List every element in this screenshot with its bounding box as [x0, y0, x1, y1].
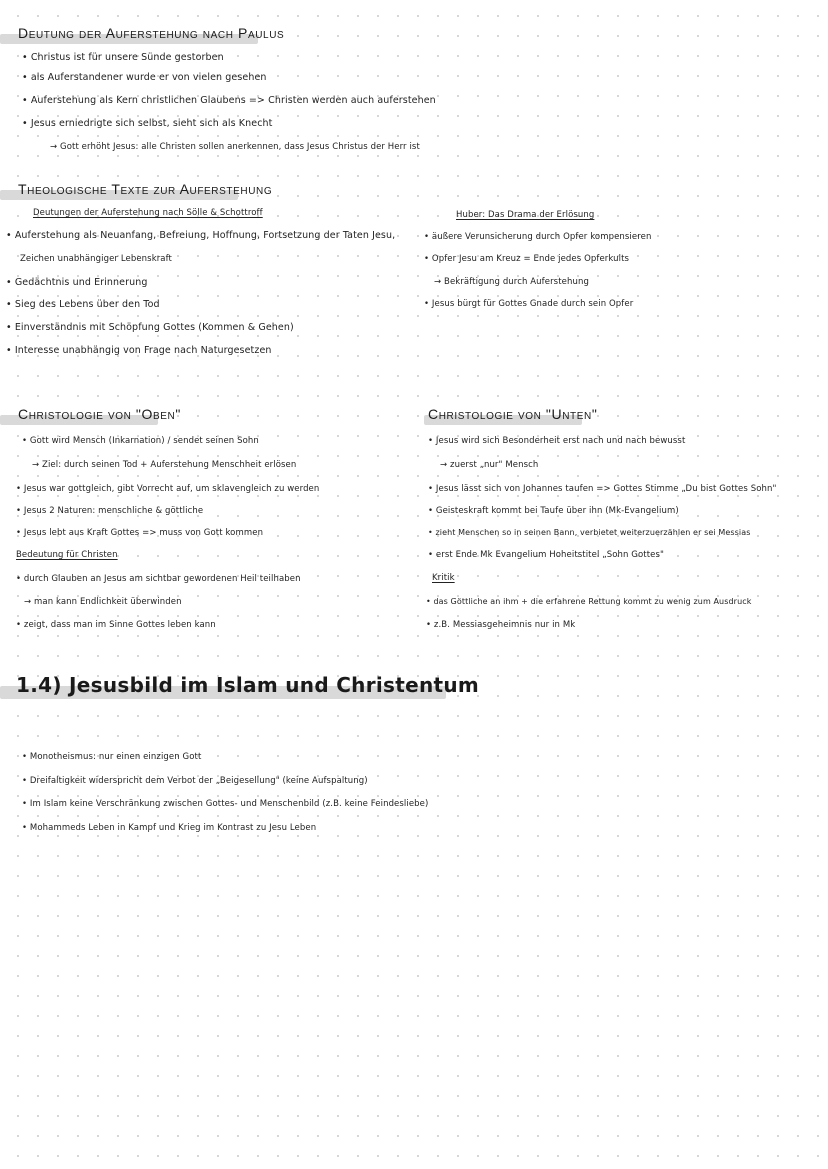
list-item: • Jesus war gottgleich, gibt Vorrecht auf, um sklavengleich zu werden: [16, 484, 320, 494]
list-item: • erst Ende Mk Evangelium Hoheitstitel „Sohn Gottes": [428, 550, 665, 560]
list-item: • das Göttliche an ihm + die erfahrene Rettung kommt zu wenig zum Ausdruck: [426, 597, 752, 606]
list-item: • Auferstehung als Kern christlichen Glaubens => Christen werden auch auferstehen: [22, 95, 436, 106]
list-item: • z.B. Messiasgeheimnis nur in Mk: [426, 620, 576, 630]
list-item: • Mohammeds Leben in Kampf und Krieg im Kontrast zu Jesu Leben: [22, 823, 317, 833]
list-item: • Dreifaltigkeit widerspricht dem Verbot der „Beigesellung" (keine Aufspaltung): [22, 776, 368, 786]
list-item: • Sieg des Lebens über den Tod: [6, 299, 160, 310]
list-item: • Jesus wird sich Besonderheit erst nach und nach bewusst: [428, 436, 686, 446]
list-item: • Auferstehung als Neuanfang, Befreiung, Hoffnung, Fortsetzung der Taten Jesu,: [6, 230, 396, 241]
section-title-christologie-oben: Christologie von "Oben": [18, 406, 181, 422]
subheading-bedeutung: Bedeutung für Christen: [16, 550, 118, 560]
list-item: • äußere Verunsicherung durch Opfer kompensieren: [424, 232, 652, 242]
list-item: • zieht Menschen so in seinen Bann, verbietet weiterzuerzählen er sei Messias: [428, 528, 751, 537]
subheading-kritik: Kritik: [432, 573, 455, 583]
list-item: • Gott wird Mensch (Inkarnation) / sendet seinen Sohn: [22, 436, 259, 446]
list-item: • Jesus lässt sich von Johannes taufen => Gottes Stimme „Du bist Gottes Sohn": [428, 484, 777, 494]
section-title-jesusbild: 1.4) Jesusbild im Islam und Christentum: [16, 673, 480, 697]
list-item: • Opfer Jesu am Kreuz = Ende jedes Opferkults: [424, 254, 630, 264]
list-item: • Jesus lebt aus Kraft Gottes => muss von Gott kommen: [16, 528, 264, 538]
list-item: → man kann Endlichkeit überwinden: [24, 597, 182, 607]
list-item: → Ziel: durch seinen Tod + Auferstehung Menschheit erlösen: [32, 460, 297, 470]
list-item: • Geisteskraft kommt bei Taufe über ihn (Mk-Evangelium): [428, 506, 679, 516]
list-item: • Christus ist für unsere Sünde gestorben: [22, 52, 224, 63]
list-item: • Jesus bürgt für Gottes Gnade durch sein Opfer: [424, 299, 634, 309]
list-item: • Einverständnis mit Schöpfung Gottes (Kommen & Gehen): [6, 322, 294, 333]
section-title-christologie-unten: Christologie von "Unten": [428, 406, 598, 422]
list-item: • Interesse unabhängig von Frage nach Naturgesetzen: [6, 345, 272, 356]
list-item: Zeichen unabhängiger Lebenskraft: [20, 254, 172, 264]
list-item: • Jesus erniedrigte sich selbst, sieht sich als Knecht: [22, 118, 273, 129]
list-item: • Jesus 2 Naturen: menschliche & göttliche: [16, 506, 204, 516]
list-item: • als Auferstandener wurde er von vielen gesehen: [22, 72, 267, 83]
list-item: • Gedächtnis und Erinnerung: [6, 277, 148, 288]
section-title-paulus: Deutung der Auferstehung nach Paulus: [18, 25, 285, 41]
list-item: • durch Glauben an Jesus am sichtbar gewordenen Heil teilhaben: [16, 574, 301, 584]
list-item: • zeigt, dass man im Sinne Gottes leben kann: [16, 620, 216, 630]
list-item: → Gott erhöht Jesus: alle Christen sollen anerkennen, dass Jesus Christus der Herr ist: [50, 142, 420, 152]
list-item: • Im Islam keine Verschränkung zwischen Gottes- und Menschenbild (z.B. keine Feindesliebe): [22, 799, 429, 809]
subsection-title-huber: Huber: Das Drama der Erlösung: [456, 210, 595, 220]
list-item: → zuerst „nur" Mensch: [440, 460, 539, 470]
section-title-theologische-texte: Theologische Texte zur Auferstehung: [18, 181, 273, 197]
subsection-title-soelle: Deutungen der Auferstehung nach Sölle & Schottroff: [33, 208, 263, 218]
list-item: → Bekräftigung durch Auferstehung: [434, 277, 589, 287]
list-item: • Monotheismus: nur einen einzigen Gott: [22, 752, 202, 762]
